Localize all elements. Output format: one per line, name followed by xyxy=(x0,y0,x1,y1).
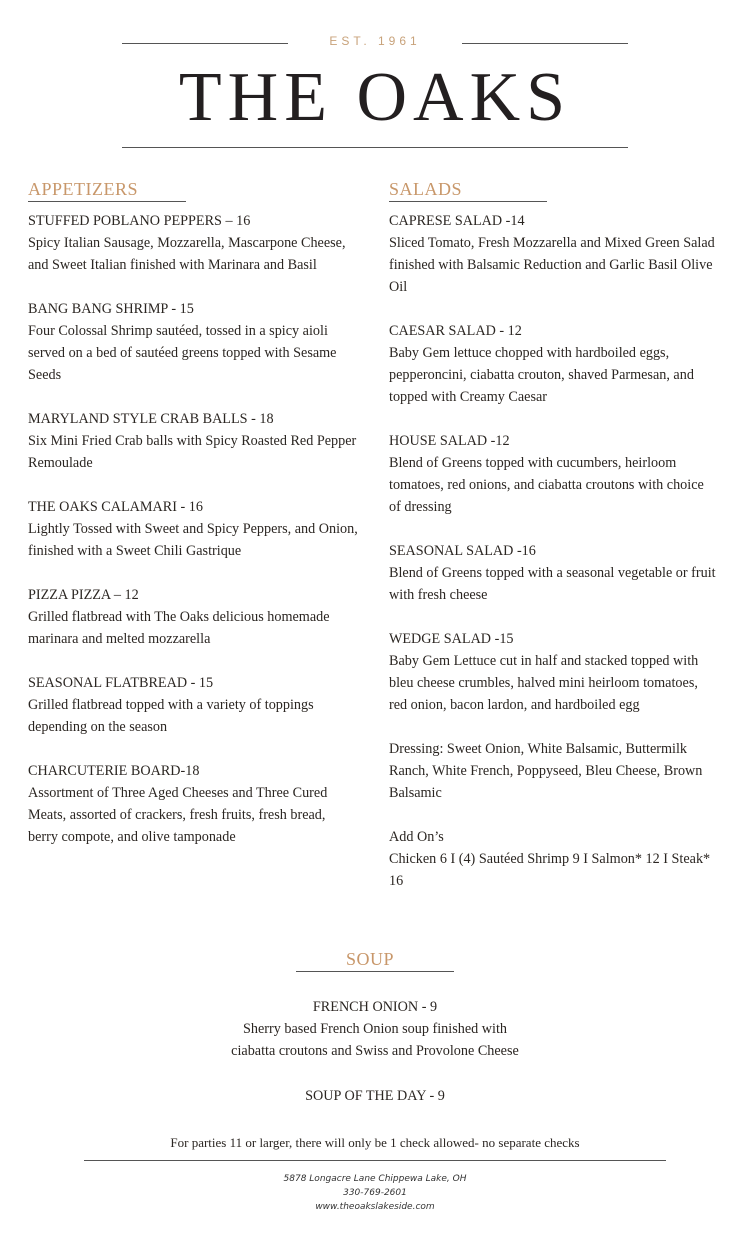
soup-item-title: SOUP OF THE DAY - 9 xyxy=(305,1088,445,1104)
salads-heading-underline xyxy=(389,201,547,202)
item-description: Grilled flatbread topped with a variety of toppings depending on the season xyxy=(28,697,314,735)
menu-item xyxy=(28,496,358,562)
appetizers-heading: APPETIZERS xyxy=(28,179,139,199)
menu-item xyxy=(28,672,358,738)
dressing-list: Dressing: Sweet Onion, White Balsamic, Buttermilk Ranch, White French, Poppyseed, Bleu Cheese, Brown Balsamic xyxy=(389,741,703,801)
item-description: Baby Gem Lettuce cut in half and stacked topped with bleu cheese crumbles, halved mini heirloom tomatoes, red onion, bacon lardon, and hardboiled egg xyxy=(389,653,699,713)
menu-item xyxy=(389,430,719,518)
item-title: SEASONAL FLATBREAD - 15 xyxy=(28,675,214,691)
item-title: BANG BANG SHRIMP - 15 xyxy=(28,301,194,317)
phone-number: 330-769-2601 xyxy=(343,1188,407,1198)
menu-item xyxy=(28,584,358,650)
menu-item xyxy=(28,210,358,276)
header-rule-bottom xyxy=(122,147,628,148)
item-title: STUFFED POBLANO PEPPERS – 16 xyxy=(28,213,251,229)
add-ons xyxy=(389,826,719,892)
established-label: EST. 1961 xyxy=(329,34,421,48)
menu-item xyxy=(389,210,719,298)
soup-item-description: Sherry based French Onion soup finished with xyxy=(242,1021,507,1037)
item-title: CAPRESE SALAD -14 xyxy=(389,213,525,229)
salads-heading: SALADS xyxy=(389,179,463,199)
appetizers-heading-underline xyxy=(28,201,186,202)
menu-item xyxy=(28,298,358,386)
item-title: CHARCUTERIE BOARD-18 xyxy=(28,763,200,779)
soup-item-description: ciabatta croutons and Swiss and Provolone Cheese xyxy=(231,1043,519,1059)
menu-item xyxy=(28,408,358,474)
website-link[interactable]: www.theoakslakeside.com xyxy=(315,1202,435,1212)
menu-item xyxy=(389,320,719,408)
item-title: CAESAR SALAD - 12 xyxy=(389,323,522,339)
soup-heading: SOUP xyxy=(345,949,395,969)
item-description: Blend of Greens topped with cucumbers, heirloom tomatoes, red onions, and ciabatta croutons with choice of dressing xyxy=(389,455,704,515)
restaurant-name: THE OAKS xyxy=(178,59,572,136)
item-description: Baby Gem lettuce chopped with hardboiled eggs, pepperoncini, ciabatta crouton, shaved Parmesan, and topped with Creamy Caesar xyxy=(389,345,694,405)
item-title: SEASONAL SALAD -16 xyxy=(389,543,536,559)
add-ons-list: Chicken 6 I (4) Sautéed Shrimp 9 I Salmon* 12 I Steak* 16 xyxy=(389,851,711,889)
soup-heading-underline xyxy=(296,971,454,972)
address: 5878 Longacre Lane Chippewa Lake, OH xyxy=(283,1174,467,1184)
item-title: WEDGE SALAD -15 xyxy=(389,631,514,647)
item-description: Six Mini Fried Crab balls with Spicy Roasted Red Pepper Remoulade xyxy=(28,433,357,471)
item-description: Blend of Greens topped with a seasonal vegetable or fruit with fresh cheese xyxy=(389,565,716,603)
item-description: Sliced Tomato, Fresh Mozzarella and Mixed Green Salad finished with Balsamic Reduction and Garlic Basil Olive Oil xyxy=(389,235,715,295)
item-title: THE OAKS CALAMARI - 16 xyxy=(28,499,203,515)
footer-rule xyxy=(84,1160,666,1161)
item-title: HOUSE SALAD -12 xyxy=(389,433,510,449)
salads-list xyxy=(389,210,719,914)
appetizers-list xyxy=(28,210,358,870)
add-ons-title: Add On’s xyxy=(389,829,444,845)
party-policy-note: For parties 11 or larger, there will only be 1 check allowed- no separate checks xyxy=(170,1135,580,1150)
menu-item xyxy=(389,540,719,606)
menu-item xyxy=(28,760,358,848)
item-description: Assortment of Three Aged Cheeses and Three Cured Meats, assorted of crackers, fresh fruits, fresh bread, berry compote, and olive tamponade xyxy=(28,785,328,845)
soup-item-title: FRENCH ONION - 9 xyxy=(312,999,438,1015)
item-title: MARYLAND STYLE CRAB BALLS - 18 xyxy=(28,411,274,427)
item-description: Grilled flatbread with The Oaks delicious homemade marinara and melted mozzarella xyxy=(28,609,330,647)
item-description: Lightly Tossed with Sweet and Spicy Peppers, and Onion, finished with a Sweet Chili Gastrique xyxy=(28,521,358,559)
header-rule-right xyxy=(462,43,628,44)
item-description: Four Colossal Shrimp sautéed, tossed in a spicy aioli served on a bed of sautéed greens topped with Sesame Seeds xyxy=(28,323,337,383)
menu-item xyxy=(389,628,719,716)
item-title: PIZZA PIZZA – 12 xyxy=(28,587,139,603)
item-description: Spicy Italian Sausage, Mozzarella, Mascarpone Cheese, and Sweet Italian finished with Marinara and Basil xyxy=(28,235,346,273)
